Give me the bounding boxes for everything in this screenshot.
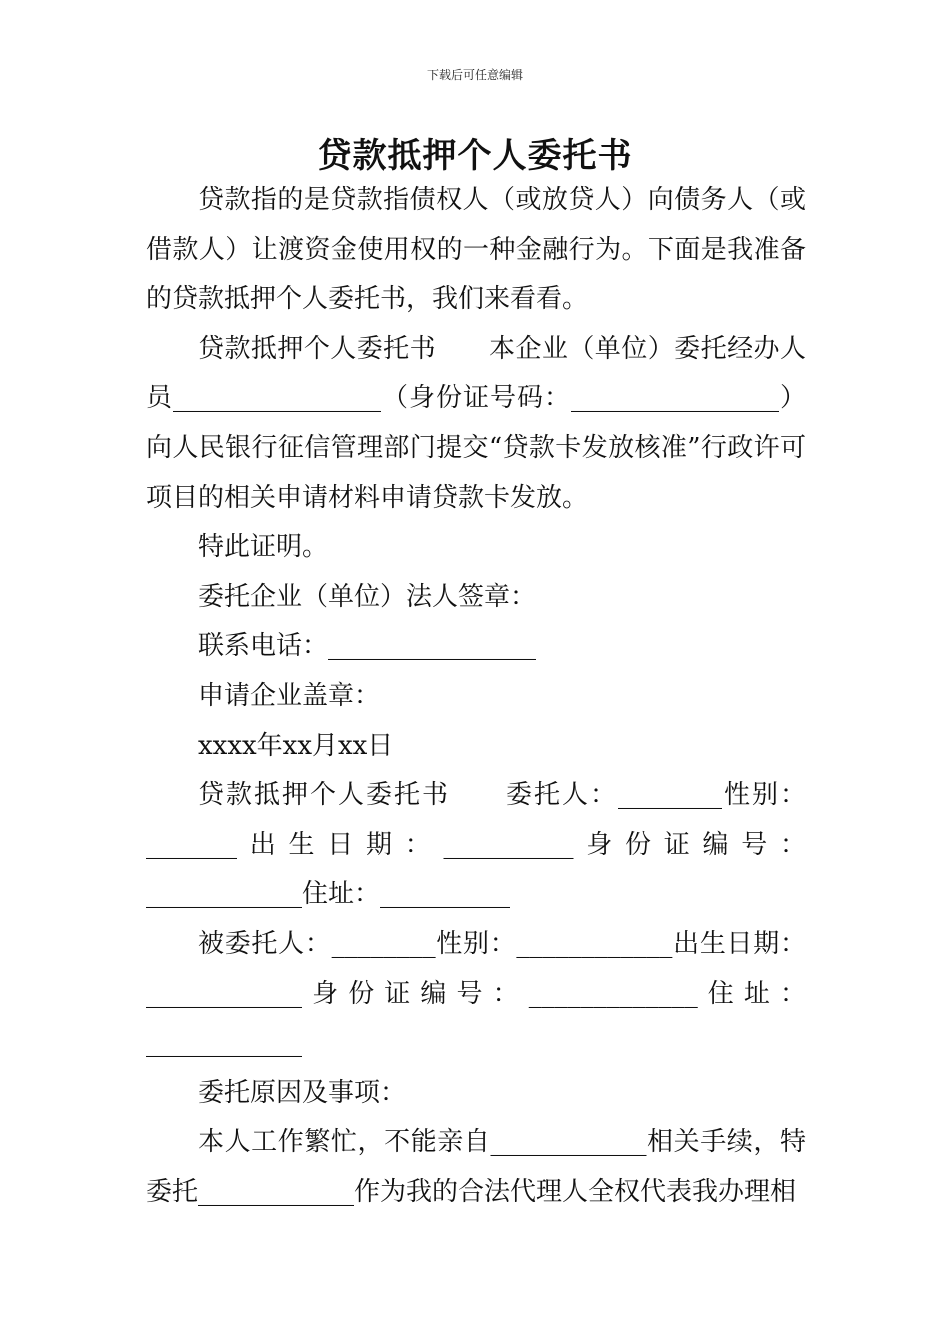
reason-paragraph: 本人工作繁忙，不能亲自____________相关手续，特委托____________作为我的合法代理人全权代表我办理相: [146, 1127, 806, 1207]
header-note: 下载后可任意编辑: [426, 68, 523, 82]
date-line: xxxx年xx月xx日: [198, 730, 394, 761]
reason-heading: 委托原因及事项：: [198, 1077, 407, 1108]
phone-line: 联系电话：________________: [198, 631, 537, 662]
intro-paragraph: 贷款指的是贷款指债权人（或放贷人）向债务人（或借款人）让渡资金使用权的一种金融行为。下面是我准备的贷款抵押个人委托书，我们来看看。: [146, 185, 806, 315]
seal-line: 申请企业盖章：: [198, 680, 381, 711]
document-title: 贷款抵押个人委托书: [317, 136, 633, 176]
agent-info-paragraph: 被委托人：________性别：____________出生日期：____________身份证编号：_____________住址：____________: [146, 928, 806, 1059]
entrust-paragraph: 贷款抵押个人委托书 本企业（单位）委托经办人员________________（身份证号码：________________）向人民银行征信管理部门提交“贷款卡发放核准”行政许可项目的相关申请材料申请贷款卡发放。: [146, 333, 806, 513]
certify-line: 特此证明。: [198, 532, 329, 563]
document-body: [146, 176, 806, 1217]
principal-info-paragraph: 贷款抵押个人委托书 委托人：________性别：_______出生日期：__________身份证编号：____________住址：__________: [146, 780, 806, 910]
signature-line: 委托企业（单位）法人签章：: [198, 581, 537, 612]
